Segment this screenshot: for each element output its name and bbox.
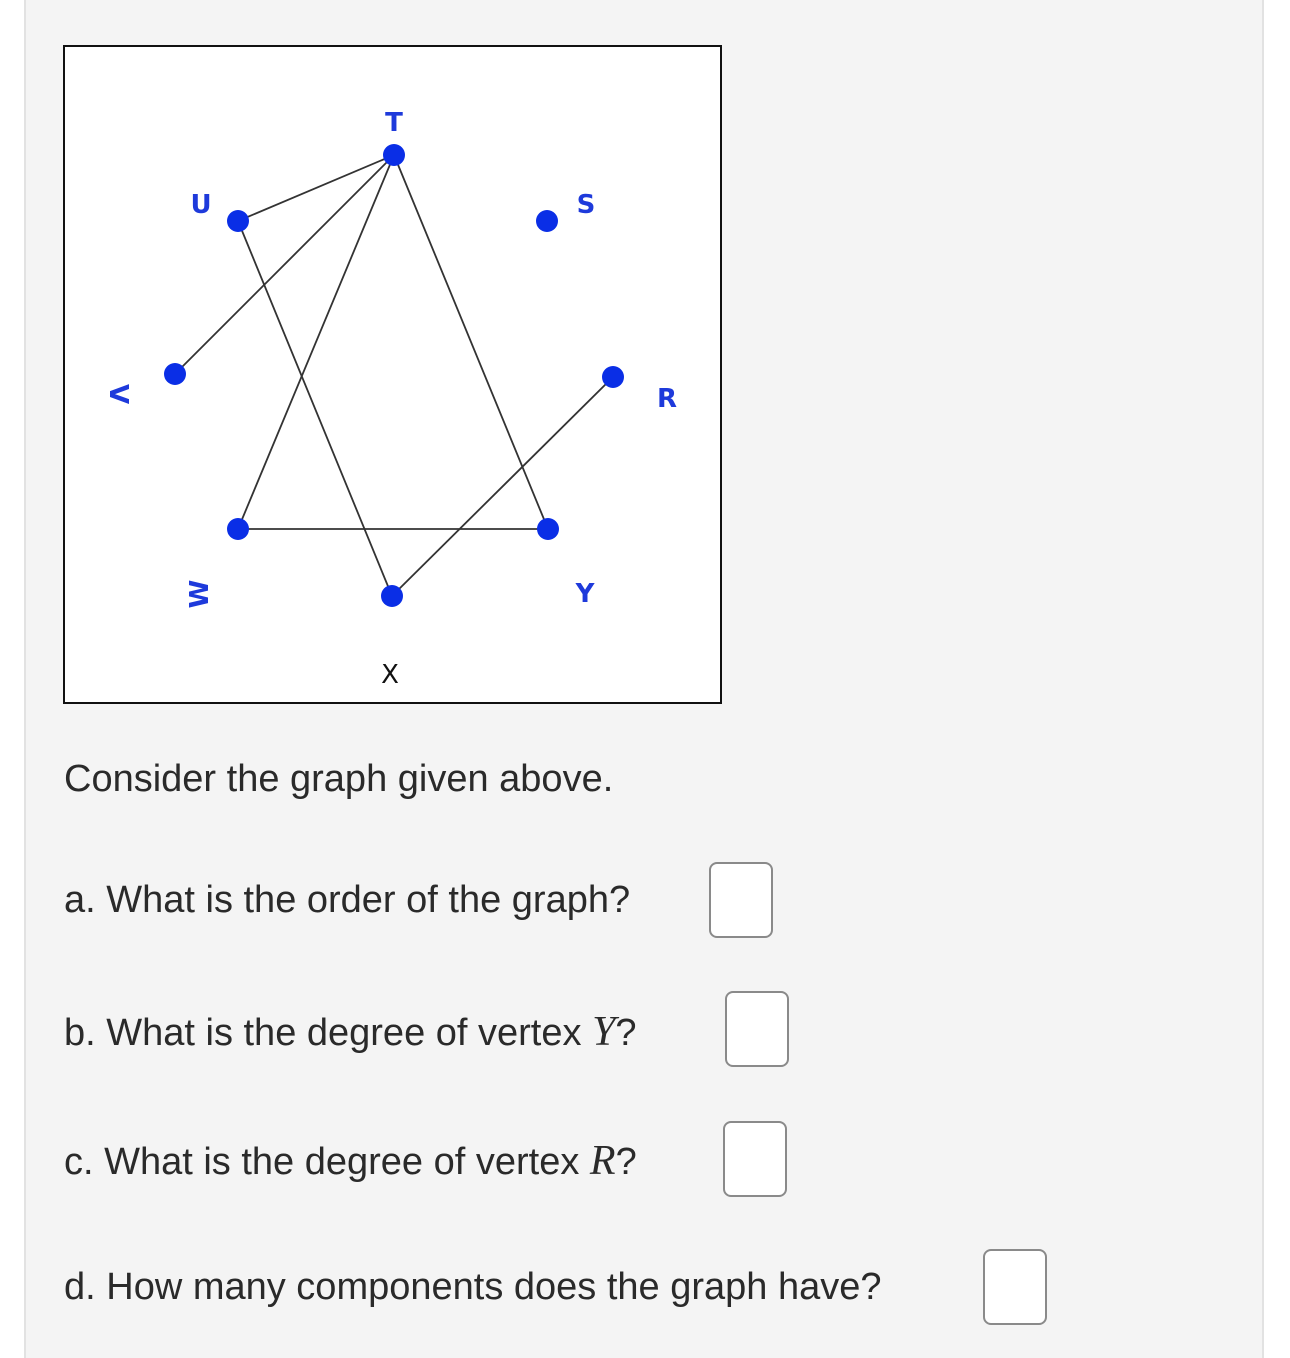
edge-u-x (238, 221, 392, 596)
question-d-text: d. How many components does the graph have? (64, 1266, 882, 1308)
question-c-text: c. What is the degree of vertex (64, 1141, 590, 1183)
vertex-x (381, 585, 403, 607)
graph-figure (63, 45, 722, 704)
vertex-r (602, 366, 624, 388)
vertex-v (164, 363, 186, 385)
vertex-y (537, 518, 559, 540)
graph-diagram (65, 47, 720, 702)
edge-x-r (392, 377, 613, 596)
question-a (64, 879, 630, 922)
vertex-label-x: X (381, 660, 399, 690)
question-b-variable: Y (592, 1009, 616, 1055)
question-c-variable: R (589, 1138, 616, 1184)
question-b-suffix: ? (615, 1012, 637, 1054)
question-b (64, 1008, 637, 1056)
edge-v-t (175, 155, 394, 374)
answer-c-input[interactable] (723, 1121, 787, 1197)
vertex-label-u: U (190, 190, 212, 220)
vertex-label-v: V (103, 383, 133, 405)
vertex-label-t: T (385, 108, 403, 138)
vertex-s (536, 210, 558, 232)
intro-text: Consider the graph given above. (64, 758, 614, 800)
answer-a-input[interactable] (709, 862, 773, 938)
vertex-label-r: R (656, 384, 678, 414)
vertex-w (227, 518, 249, 540)
question-d (64, 1266, 882, 1309)
vertex-t (383, 144, 405, 166)
vertices-layer (164, 144, 624, 607)
answer-b-input[interactable] (725, 991, 789, 1067)
vertex-label-w: W (185, 579, 215, 609)
answer-d-input[interactable] (983, 1249, 1047, 1325)
vertex-u (227, 210, 249, 232)
question-a-text: a. What is the order of the graph? (64, 879, 631, 921)
question-c (64, 1137, 637, 1185)
vertex-label-y: Y (575, 579, 595, 609)
edge-t-y (394, 155, 548, 529)
question-c-suffix: ? (615, 1141, 637, 1183)
vertex-label-s: S (576, 190, 596, 220)
question-b-text: b. What is the degree of vertex (64, 1012, 593, 1054)
